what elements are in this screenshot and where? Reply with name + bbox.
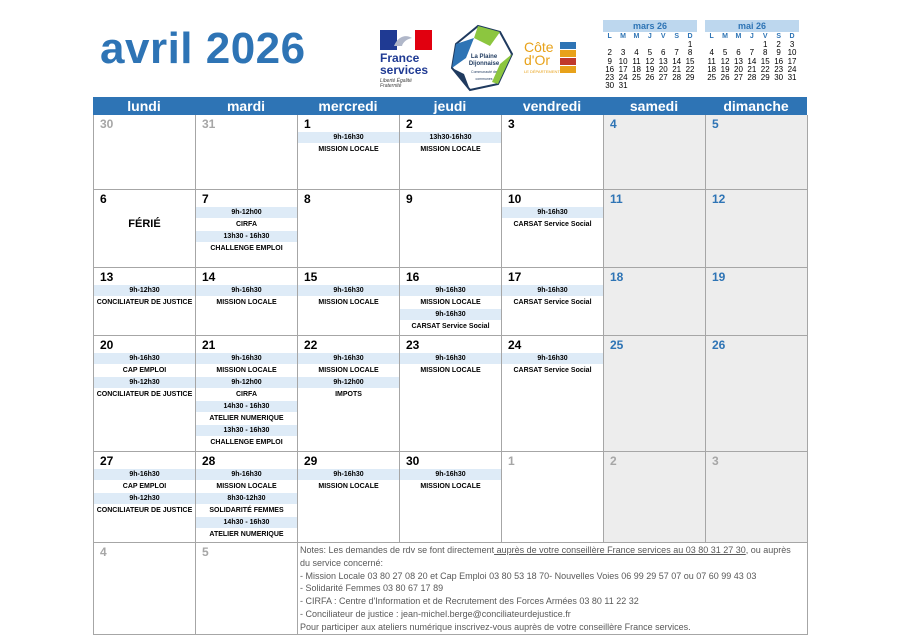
mini-day: 19: [645, 64, 655, 74]
day-number: 4: [610, 117, 617, 131]
notes-intro-end: , ou auprès: [745, 545, 791, 555]
day-number: 9: [406, 192, 413, 206]
day-cell: [196, 336, 298, 452]
calendar-week: [94, 336, 807, 452]
mini-day: 23: [774, 64, 784, 74]
day-cell: [706, 336, 808, 452]
day-number: 5: [202, 545, 209, 559]
plaine-dijonnaise-logo: [448, 24, 518, 92]
mini-day-name: S: [776, 33, 781, 40]
mini-day: 24: [787, 64, 797, 74]
event-name: CONCILIATEUR DE JUSTICE: [96, 299, 193, 306]
mini-day: [670, 82, 683, 90]
event-time: 9h-16h30: [400, 285, 501, 296]
event-time: 9h-16h30: [400, 353, 501, 364]
day-number: 18: [610, 270, 624, 284]
mini-day-name: V: [762, 33, 768, 40]
day-number: 23: [406, 338, 420, 352]
day-cell: [604, 452, 706, 543]
event-name: IMPOTS: [335, 391, 362, 398]
day-number: 31: [202, 117, 216, 131]
event-time: 14h30 - 16h30: [196, 517, 297, 528]
mini-day: 2: [776, 40, 781, 50]
cote-dor-text-1: Côte: [524, 39, 554, 55]
mini-day: 12: [720, 56, 730, 66]
day-cell: [502, 268, 604, 336]
mini-day: 27: [658, 73, 668, 83]
event-time: 9h-16h30: [502, 285, 603, 296]
event-name: CHALLENGE EMPLOI: [210, 245, 283, 252]
mini-day: 4: [709, 48, 714, 58]
calendar-weeks: [93, 115, 807, 543]
weekday-header: jeudi: [433, 98, 467, 114]
event-time: 8h30-12h30: [196, 493, 297, 504]
cote-dor-bars-icon: [560, 42, 576, 74]
day-number: 29: [304, 454, 318, 468]
mini-day: 20: [734, 64, 743, 74]
mini-day-name: L: [709, 33, 714, 40]
mini-day: 20: [658, 64, 668, 74]
mini-day: 31: [618, 81, 628, 91]
day-cell: [298, 115, 400, 190]
mini-day: 29: [760, 73, 770, 83]
mini-day-name: J: [647, 33, 652, 40]
event-name: CARSAT Service Social: [513, 367, 592, 374]
day-cell: [502, 452, 604, 543]
day-cell: [706, 115, 808, 190]
event-name: MISSION LOCALE: [420, 483, 481, 490]
day-number: 26: [712, 338, 726, 352]
mini-day-name: M: [722, 33, 728, 40]
mini-day: 1: [763, 40, 768, 50]
mini-day: 3: [789, 40, 795, 50]
weekday-header: samedi: [629, 98, 679, 114]
france-services-motto: Liberté Égalité Fraternité: [380, 78, 412, 89]
day-number: 17: [508, 270, 522, 284]
mini-day: 16: [605, 64, 615, 74]
event-name: CARSAT Service Social: [513, 299, 592, 306]
weekday-header: vendredi: [522, 98, 582, 114]
day-cell: [604, 190, 706, 268]
event-time: 9h-16h30: [94, 469, 195, 480]
day-number: 11: [610, 192, 623, 206]
mini-day: 3: [620, 48, 626, 58]
event-time: 13h30 - 16h30: [196, 425, 297, 436]
mini-day-name: J: [749, 33, 754, 40]
mini-day: 14: [672, 56, 682, 66]
cote-dor-text-2: d'Or: [524, 52, 551, 68]
mini-day: 24: [618, 73, 628, 83]
mini-day-name: V: [660, 33, 666, 40]
day-number: 20: [100, 338, 114, 352]
mini-day: 19: [720, 64, 730, 74]
notes-contact-phone: auprès de votre conseillère France services au 03 80 31 27 30: [494, 545, 746, 555]
day-cell: [94, 336, 196, 452]
mini-day: 5: [647, 48, 653, 58]
day-cell: [196, 543, 298, 635]
plaine-dijonnaise-name: La Plaine Dijonnaise: [468, 54, 500, 67]
mini-day: 13: [734, 56, 743, 66]
day-cell: [604, 115, 706, 190]
mini-day: 9: [607, 56, 612, 66]
mini-day: 22: [760, 64, 770, 74]
mini-day: 30: [774, 73, 784, 83]
day-number: 1: [508, 454, 515, 468]
notes-box: [298, 543, 808, 635]
mini-day: [630, 82, 643, 90]
day-number: 21: [202, 338, 216, 352]
event-name: CIRFA: [236, 221, 257, 228]
mini-day-name: D: [687, 33, 693, 40]
event-name: CARSAT Service Social: [513, 221, 592, 228]
event-time: 9h-16h30: [196, 285, 297, 296]
day-cell: [706, 452, 808, 543]
event-name: ATELIER NUMERIQUE: [209, 415, 284, 422]
day-cell: [196, 115, 298, 190]
mini-day: 15: [760, 56, 770, 66]
day-cell: [706, 190, 808, 268]
event-time: 9h-16h30: [298, 353, 399, 364]
mini-calendar-title: mars 26: [603, 20, 697, 32]
day-cell: [706, 268, 808, 336]
day-number: 3: [508, 117, 515, 131]
mini-day: 11: [632, 56, 641, 66]
day-number: 30: [406, 454, 420, 468]
event-time: 9h-16h30: [502, 353, 603, 364]
day-cell: [196, 268, 298, 336]
marianne-flag-icon: [380, 30, 432, 50]
day-number: 19: [712, 270, 726, 284]
day-number: 2: [610, 454, 617, 468]
day-cell: [604, 336, 706, 452]
weekday-header: mardi: [226, 98, 266, 114]
day-cell: [196, 452, 298, 543]
mini-day: 23: [605, 73, 615, 83]
day-cell: [94, 452, 196, 543]
weekday-header-row: [93, 97, 807, 115]
event-name: MISSION LOCALE: [420, 146, 481, 153]
mini-day: 21: [747, 64, 757, 74]
mini-day: 28: [747, 73, 757, 83]
mini-day: 8: [687, 48, 693, 58]
mini-day: 8: [763, 48, 768, 58]
day-cell: [196, 190, 298, 268]
day-number: 12: [712, 192, 726, 206]
day-cell: [502, 190, 604, 268]
mini-day: 31: [787, 73, 797, 83]
mini-day: 15: [685, 56, 695, 66]
day-number: 22: [304, 338, 318, 352]
event-time: 13h30 - 16h30: [196, 231, 297, 242]
day-cell: [94, 268, 196, 336]
notes-line: - Conciliateur de justice : jean-michel.berge@conciliateurdejustice.fr: [300, 608, 571, 619]
calendar-week: [94, 115, 807, 190]
event-time: 9h-16h30: [298, 285, 399, 296]
event-name: MISSION LOCALE: [216, 367, 277, 374]
event-name: CHALLENGE EMPLOI: [210, 439, 283, 446]
mini-day: 27: [734, 73, 743, 83]
mini-day: 30: [605, 81, 615, 91]
mini-day: 22: [685, 64, 695, 74]
mini-day: [657, 82, 670, 90]
mini-day: 7: [749, 48, 755, 58]
event-name: CONCILIATEUR DE JUSTICE: [96, 391, 193, 398]
day-cell: [400, 115, 502, 190]
mini-day-name: M: [620, 33, 626, 40]
event-name: CAP EMPLOI: [122, 367, 167, 374]
event-name: MISSION LOCALE: [420, 299, 481, 306]
day-cell: [94, 543, 196, 635]
mini-day: 16: [774, 56, 784, 66]
day-cell: [298, 336, 400, 452]
event-time: 9h-16h30: [298, 469, 399, 480]
mini-day-name: M: [735, 33, 742, 40]
mini-calendar-may: [705, 20, 799, 82]
day-cell: [94, 115, 196, 190]
day-number: 10: [508, 192, 522, 206]
event-name: ATELIER NUMERIQUE: [209, 531, 284, 538]
mini-day: 9: [776, 48, 781, 58]
day-cell: [298, 452, 400, 543]
cote-dor-logo: [524, 40, 580, 80]
day-number: 3: [712, 454, 719, 468]
mini-day: 5: [722, 48, 728, 58]
day-number: 14: [202, 270, 216, 284]
day-number: 8: [304, 192, 311, 206]
mini-day: 17: [787, 56, 797, 66]
day-number: 15: [304, 270, 318, 284]
holiday-label: FÉRIÉ: [128, 218, 161, 230]
event-name: CARSAT Service Social: [411, 323, 490, 330]
day-cell: [298, 190, 400, 268]
day-cell: [604, 268, 706, 336]
event-time: 9h-16h30: [298, 132, 399, 143]
notes-line: - Solidarité Femmes 03 80 67 17 89: [300, 583, 444, 594]
notes-line: du service concerné:: [300, 557, 384, 568]
day-number: 28: [202, 454, 216, 468]
mini-calendar-march: [603, 20, 697, 90]
event-name: MISSION LOCALE: [318, 367, 379, 374]
event-name: CONCILIATEUR DE JUSTICE: [96, 507, 193, 514]
mini-day: 6: [736, 48, 741, 58]
event-name: CIRFA: [236, 391, 257, 398]
weekday-header: mercredi: [318, 98, 378, 114]
event-time: 9h-12h30: [94, 285, 195, 296]
calendar-week-last: [93, 543, 807, 635]
mini-day: 13: [658, 56, 668, 66]
day-cell: [400, 268, 502, 336]
mini-day: 18: [632, 64, 641, 74]
mini-day: 26: [645, 73, 655, 83]
day-number: 7: [202, 192, 209, 206]
event-name: MISSION LOCALE: [318, 299, 379, 306]
mini-day: 7: [674, 48, 679, 58]
day-number: 13: [100, 270, 114, 284]
notes-line: - Mission Locale 03 80 27 08 20 et Cap Emploi 03 80 53 18 70- Nouvelles Voies 06 99 29 57 07 ou 07 60 99 43 03: [300, 570, 757, 581]
day-number: 5: [712, 117, 719, 131]
event-time: 9h-12h00: [196, 377, 297, 388]
cote-dor-subtitle: LE DÉPARTEMENT: [524, 69, 560, 74]
mini-day: 25: [707, 73, 717, 83]
event-name: MISSION LOCALE: [216, 483, 277, 490]
day-cell: [502, 115, 604, 190]
weekday-header: lundi: [127, 98, 161, 114]
day-number: 24: [508, 338, 522, 352]
event-time: 9h-12h30: [94, 377, 195, 388]
day-cell: [400, 336, 502, 452]
event-time: 9h-16h30: [400, 469, 501, 480]
day-cell: [400, 452, 502, 543]
day-cell: [94, 190, 196, 268]
day-number: 1: [304, 117, 311, 131]
event-time: 9h-16h30: [94, 353, 195, 364]
mini-day-name: D: [789, 33, 795, 40]
france-services-text-1: France: [380, 51, 420, 65]
mini-day: 1: [687, 40, 693, 50]
day-number: 6: [100, 192, 107, 206]
day-number: 16: [406, 270, 420, 284]
mini-day: 2: [607, 48, 612, 58]
day-number: 2: [406, 117, 413, 131]
event-name: CAP EMPLOI: [122, 483, 167, 490]
event-time: 9h-12h00: [196, 207, 297, 218]
day-cell: [298, 268, 400, 336]
plaine-dijonnaise-subtitle: Communauté de communes: [471, 70, 497, 81]
day-number: 25: [610, 338, 624, 352]
day-cell: [400, 190, 502, 268]
calendar-week: [94, 268, 807, 336]
event-time: 9h-12h30: [94, 493, 195, 504]
mini-day: 11: [707, 56, 716, 66]
notes-intro: Notes: Les demandes de rdv se font directement: [300, 545, 495, 555]
france-services-text-2: services: [380, 63, 429, 77]
day-number: 4: [100, 545, 107, 559]
page-title: avril 2026: [100, 24, 306, 73]
mini-day-name: S: [674, 33, 679, 40]
event-name: SOLIDARITÉ FEMMES: [209, 507, 284, 514]
mini-calendar-title: mai 26: [705, 20, 799, 32]
event-time: 9h-16h30: [400, 309, 501, 320]
event-name: MISSION LOCALE: [318, 146, 379, 153]
event-name: MISSION LOCALE: [318, 483, 379, 490]
month-calendar: [93, 97, 807, 635]
mini-day: [683, 82, 696, 90]
mini-day-name: L: [607, 33, 612, 40]
event-name: MISSION LOCALE: [216, 299, 277, 306]
mini-day: 29: [685, 73, 695, 83]
mini-day: [643, 82, 656, 90]
mini-day: 25: [632, 73, 641, 83]
mini-day: 10: [618, 56, 628, 66]
notes-line: Pour participer aux ateliers numérique inscrivez-vous auprès de votre conseillère France services.: [300, 621, 691, 632]
mini-day: 21: [672, 64, 682, 74]
mini-day: 18: [707, 64, 717, 74]
event-time: 13h30-16h30: [400, 132, 501, 143]
day-number: 27: [100, 454, 114, 468]
event-name: MISSION LOCALE: [420, 367, 481, 374]
day-number: 30: [100, 117, 114, 131]
mini-day: 14: [747, 56, 757, 66]
event-time: 9h-16h30: [196, 353, 297, 364]
mini-day: 4: [634, 48, 639, 58]
mini-day-name: M: [633, 33, 640, 40]
mini-day: 10: [787, 48, 797, 58]
calendar-week: [94, 190, 807, 268]
event-time: 9h-16h30: [502, 207, 603, 218]
notes-line: - CIRFA : Centre d'Information et de Recrutement des Forces Armées 03 80 11 22 32: [300, 596, 639, 607]
mini-day: 12: [645, 56, 655, 66]
event-time: 9h-16h30: [196, 469, 297, 480]
day-cell: [502, 336, 604, 452]
mini-day: 17: [618, 64, 628, 74]
mini-day: 6: [661, 48, 666, 58]
calendar-week: [94, 452, 807, 543]
mini-day: 28: [672, 73, 682, 83]
event-time: 9h-12h00: [298, 377, 399, 388]
weekday-header: dimanche: [723, 98, 789, 114]
france-services-logo: [378, 28, 440, 92]
event-time: 14h30 - 16h30: [196, 401, 297, 412]
mini-day: 26: [720, 73, 730, 83]
